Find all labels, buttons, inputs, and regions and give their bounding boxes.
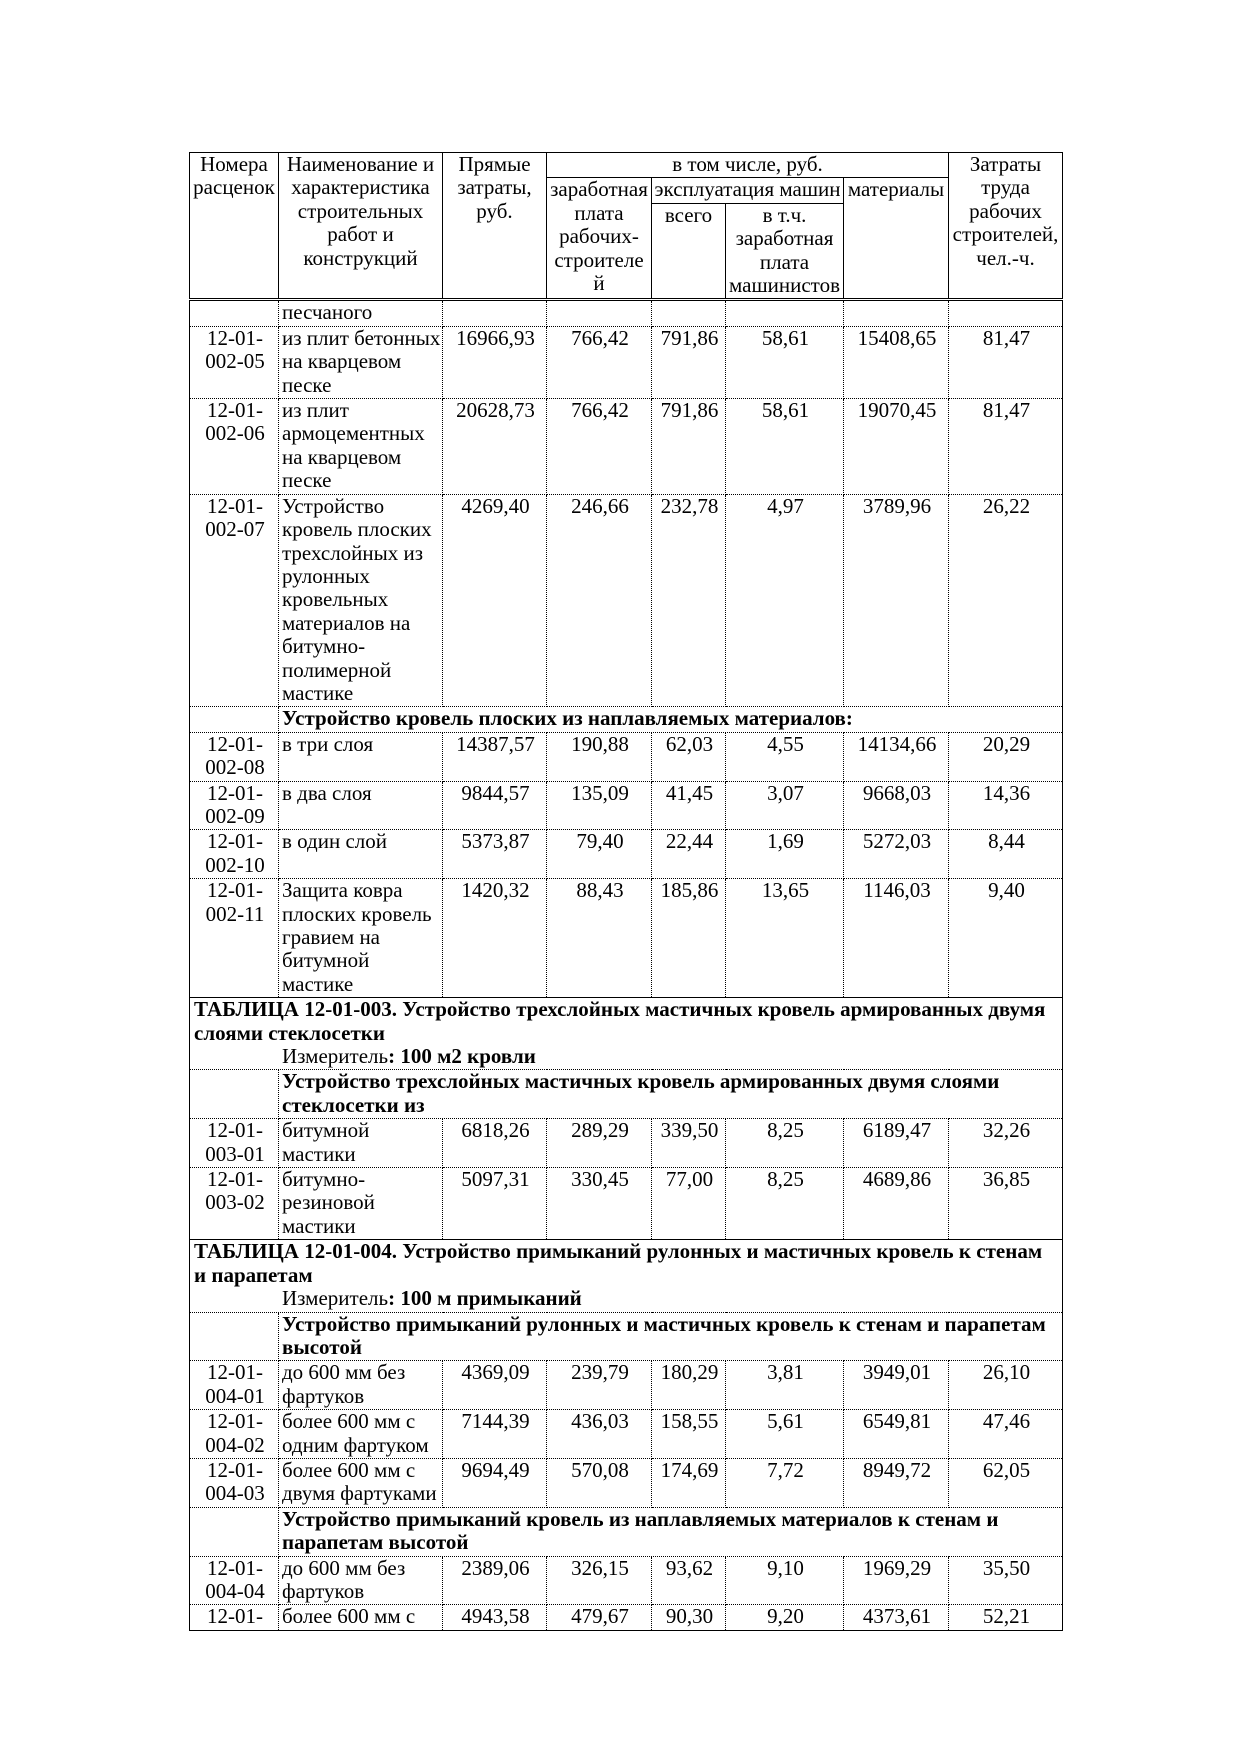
row-wages: 289,29 xyxy=(547,1119,652,1168)
section-code-cell xyxy=(190,1507,279,1556)
row-name: Устройство кровель плоских трехслойных из рулонных кровельных материалов на битумно- полимерной мастике xyxy=(279,494,443,707)
section-row xyxy=(190,707,1063,732)
row-machines-total: 93,62 xyxy=(652,1556,726,1605)
row-name: в два слоя xyxy=(279,781,443,830)
row-materials: 3949,01 xyxy=(844,1361,949,1410)
row-code: 12-01- 004-04 xyxy=(190,1556,279,1605)
table-title: ТАБЛИЦА 12-01-003. Устройство трехслойных мастичных кровель армированных двумя слоями стеклосетки xyxy=(194,997,1046,1045)
row-code: 12-01- 003-01 xyxy=(190,1119,279,1168)
row-name: песчаного xyxy=(279,300,443,326)
row-machines-wages xyxy=(726,300,844,326)
row-direct-cost: 1420,32 xyxy=(443,879,547,998)
row-code: 12-01- 002-05 xyxy=(190,326,279,398)
row-machines-wages: 1,69 xyxy=(726,830,844,879)
row-labor: 20,29 xyxy=(949,732,1063,781)
section-row xyxy=(190,1507,1063,1556)
row-machines-wages: 9,10 xyxy=(726,1556,844,1605)
row-code: 12-01- xyxy=(190,1605,279,1630)
row-machines-wages: 7,72 xyxy=(726,1458,844,1507)
row-name: более 600 мм с одним фартуком xyxy=(279,1410,443,1459)
row-machines-wages: 58,61 xyxy=(726,326,844,398)
table-title: ТАБЛИЦА 12-01-004. Устройство примыканий рулонных и мастичных кровель к стенам и парапетам xyxy=(194,1239,1043,1287)
header-row xyxy=(190,153,1063,178)
measure-line xyxy=(282,1287,1058,1310)
table-title-row xyxy=(190,1240,1063,1312)
row-wages: 239,79 xyxy=(547,1361,652,1410)
row-machines-wages: 13,65 xyxy=(726,879,844,998)
row-machines-total: 77,00 xyxy=(652,1168,726,1240)
row-labor: 52,21 xyxy=(949,1605,1063,1630)
row-direct-cost: 20628,73 xyxy=(443,399,547,495)
row-code: 12-01- 002-11 xyxy=(190,879,279,998)
estimate-table xyxy=(189,152,1063,1631)
section-row xyxy=(190,1070,1063,1119)
row-labor: 62,05 xyxy=(949,1458,1063,1507)
section-code-cell xyxy=(190,1070,279,1119)
header-machines: эксплуатация машин xyxy=(652,178,844,203)
row-direct-cost: 14387,57 xyxy=(443,732,547,781)
row-materials: 6549,81 xyxy=(844,1410,949,1459)
row-name: до 600 мм без фартуков xyxy=(279,1556,443,1605)
row-materials: 4689,86 xyxy=(844,1168,949,1240)
row-code: 12-01- 004-02 xyxy=(190,1410,279,1459)
measure-value: : 100 м2 кровли xyxy=(388,1044,536,1069)
row-materials: 4373,61 xyxy=(844,1605,949,1630)
section-heading: Устройство трехслойных мастичных кровель армированных двумя слоями стеклосетки из xyxy=(279,1070,1063,1119)
header-name: Наименование и характеристика строительных работ и конструкций xyxy=(279,153,443,300)
row-machines-wages: 5,61 xyxy=(726,1410,844,1459)
row-code: 12-01- 004-03 xyxy=(190,1458,279,1507)
row-name: более 600 мм с xyxy=(279,1605,443,1630)
row-labor: 8,44 xyxy=(949,830,1063,879)
header-direct-cost: Прямые затраты, руб. xyxy=(443,153,547,300)
row-code: 12-01- 003-02 xyxy=(190,1168,279,1240)
row-materials: 19070,45 xyxy=(844,399,949,495)
row-machines-wages: 3,81 xyxy=(726,1361,844,1410)
row-labor xyxy=(949,300,1063,326)
row-direct-cost: 2389,06 xyxy=(443,1556,547,1605)
row-direct-cost: 16966,93 xyxy=(443,326,547,398)
row-wages: 79,40 xyxy=(547,830,652,879)
row-wages xyxy=(547,300,652,326)
row-labor: 14,36 xyxy=(949,781,1063,830)
row-materials: 6189,47 xyxy=(844,1119,949,1168)
row-direct-cost: 7144,39 xyxy=(443,1410,547,1459)
table-header xyxy=(190,153,1063,300)
row-labor: 32,26 xyxy=(949,1119,1063,1168)
table-row xyxy=(190,1556,1063,1605)
row-name: битумно- резиновой мастики xyxy=(279,1168,443,1240)
row-name: в три слоя xyxy=(279,732,443,781)
row-labor: 26,22 xyxy=(949,494,1063,707)
section-code-cell xyxy=(190,707,279,732)
section-heading: Устройство кровель плоских из наплавляемых материалов: xyxy=(279,707,1063,732)
row-machines-total xyxy=(652,300,726,326)
row-materials xyxy=(844,300,949,326)
row-materials: 14134,66 xyxy=(844,732,949,781)
row-name: до 600 мм без фартуков xyxy=(279,1361,443,1410)
row-machines-wages: 58,61 xyxy=(726,399,844,495)
row-wages: 190,88 xyxy=(547,732,652,781)
row-direct-cost: 9844,57 xyxy=(443,781,547,830)
row-name: более 600 мм с двумя фартуками xyxy=(279,1458,443,1507)
row-machines-total: 185,86 xyxy=(652,879,726,998)
row-direct-cost: 5373,87 xyxy=(443,830,547,879)
row-machines-wages: 4,97 xyxy=(726,494,844,707)
row-machines-total: 791,86 xyxy=(652,399,726,495)
row-code xyxy=(190,300,279,326)
row-labor: 36,85 xyxy=(949,1168,1063,1240)
section-heading: Устройство примыканий кровель из наплавляемых материалов к стенам и парапетам высотой xyxy=(279,1507,1063,1556)
header-labor: Затраты труда рабочих строителей, чел.-ч. xyxy=(949,153,1063,300)
row-machines-wages: 9,20 xyxy=(726,1605,844,1630)
row-labor: 35,50 xyxy=(949,1556,1063,1605)
row-machines-total: 180,29 xyxy=(652,1361,726,1410)
row-materials: 15408,65 xyxy=(844,326,949,398)
row-wages: 88,43 xyxy=(547,879,652,998)
header-wages: заработная плата рабочих- строителе й xyxy=(547,178,652,300)
row-wages: 436,03 xyxy=(547,1410,652,1459)
row-materials: 1969,29 xyxy=(844,1556,949,1605)
header-machines-total: всего xyxy=(652,203,726,300)
header-materials: материалы xyxy=(844,178,949,300)
row-labor: 26,10 xyxy=(949,1361,1063,1410)
table-row xyxy=(190,1458,1063,1507)
row-code: 12-01- 004-01 xyxy=(190,1361,279,1410)
row-machines-total: 62,03 xyxy=(652,732,726,781)
row-materials: 8949,72 xyxy=(844,1458,949,1507)
table-row xyxy=(190,1119,1063,1168)
table-row xyxy=(190,494,1063,707)
row-wages: 766,42 xyxy=(547,399,652,495)
row-wages: 570,08 xyxy=(547,1458,652,1507)
row-machines-total: 158,55 xyxy=(652,1410,726,1459)
table-row xyxy=(190,732,1063,781)
row-machines-wages: 8,25 xyxy=(726,1168,844,1240)
row-code: 12-01- 002-07 xyxy=(190,494,279,707)
table-row xyxy=(190,399,1063,495)
table-title-row xyxy=(190,998,1063,1070)
table-body xyxy=(190,300,1063,1630)
row-code: 12-01- 002-06 xyxy=(190,399,279,495)
row-machines-wages: 8,25 xyxy=(726,1119,844,1168)
row-labor: 9,40 xyxy=(949,879,1063,998)
table-row xyxy=(190,781,1063,830)
row-wages: 479,67 xyxy=(547,1605,652,1630)
table-row xyxy=(190,879,1063,998)
row-machines-total: 22,44 xyxy=(652,830,726,879)
table-row xyxy=(190,300,1063,326)
row-machines-total: 174,69 xyxy=(652,1458,726,1507)
row-direct-cost: 4943,58 xyxy=(443,1605,547,1630)
row-wages: 766,42 xyxy=(547,326,652,398)
row-code: 12-01- 002-10 xyxy=(190,830,279,879)
table-row xyxy=(190,1168,1063,1240)
table-row xyxy=(190,830,1063,879)
row-materials: 3789,96 xyxy=(844,494,949,707)
row-labor: 81,47 xyxy=(949,326,1063,398)
row-name: из плит армоцементных на кварцевом песке xyxy=(279,399,443,495)
row-name: Защита ковра плоских кровель гравием на битумной мастике xyxy=(279,879,443,998)
row-direct-cost: 4369,09 xyxy=(443,1361,547,1410)
measure-label: Измеритель xyxy=(282,1286,389,1311)
row-wages: 246,66 xyxy=(547,494,652,707)
row-wages: 330,45 xyxy=(547,1168,652,1240)
row-direct-cost: 6818,26 xyxy=(443,1119,547,1168)
row-direct-cost xyxy=(443,300,547,326)
header-machines-wages: в т.ч. заработная плата машинистов xyxy=(726,203,844,300)
table-title-cell xyxy=(190,1240,1063,1312)
table-row xyxy=(190,326,1063,398)
row-machines-total: 791,86 xyxy=(652,326,726,398)
header-including: в том числе, руб. xyxy=(547,153,949,178)
row-machines-total: 339,50 xyxy=(652,1119,726,1168)
row-machines-wages: 3,07 xyxy=(726,781,844,830)
row-materials: 5272,03 xyxy=(844,830,949,879)
table-row xyxy=(190,1410,1063,1459)
row-name: из плит бетонных на кварцевом песке xyxy=(279,326,443,398)
row-code: 12-01- 002-08 xyxy=(190,732,279,781)
row-machines-wages: 4,55 xyxy=(726,732,844,781)
measure-line xyxy=(282,1045,1058,1068)
row-code: 12-01- 002-09 xyxy=(190,781,279,830)
row-machines-total: 232,78 xyxy=(652,494,726,707)
row-direct-cost: 4269,40 xyxy=(443,494,547,707)
row-labor: 47,46 xyxy=(949,1410,1063,1459)
section-heading: Устройство примыканий рулонных и мастичных кровель к стенам и парапетам высотой xyxy=(279,1312,1063,1361)
table-row xyxy=(190,1361,1063,1410)
row-name: битумной мастики xyxy=(279,1119,443,1168)
measure-label: Измеритель xyxy=(282,1044,389,1069)
row-machines-total: 41,45 xyxy=(652,781,726,830)
row-wages: 326,15 xyxy=(547,1556,652,1605)
row-machines-total: 90,30 xyxy=(652,1605,726,1630)
section-row xyxy=(190,1312,1063,1361)
row-materials: 9668,03 xyxy=(844,781,949,830)
header-code: Номера расценок xyxy=(190,153,279,300)
row-labor: 81,47 xyxy=(949,399,1063,495)
row-name: в один слой xyxy=(279,830,443,879)
row-direct-cost: 5097,31 xyxy=(443,1168,547,1240)
row-materials: 1146,03 xyxy=(844,879,949,998)
row-wages: 135,09 xyxy=(547,781,652,830)
table-row xyxy=(190,1605,1063,1630)
section-code-cell xyxy=(190,1312,279,1361)
row-direct-cost: 9694,49 xyxy=(443,1458,547,1507)
measure-value: : 100 м примыканий xyxy=(388,1286,582,1311)
table-title-cell xyxy=(190,998,1063,1070)
